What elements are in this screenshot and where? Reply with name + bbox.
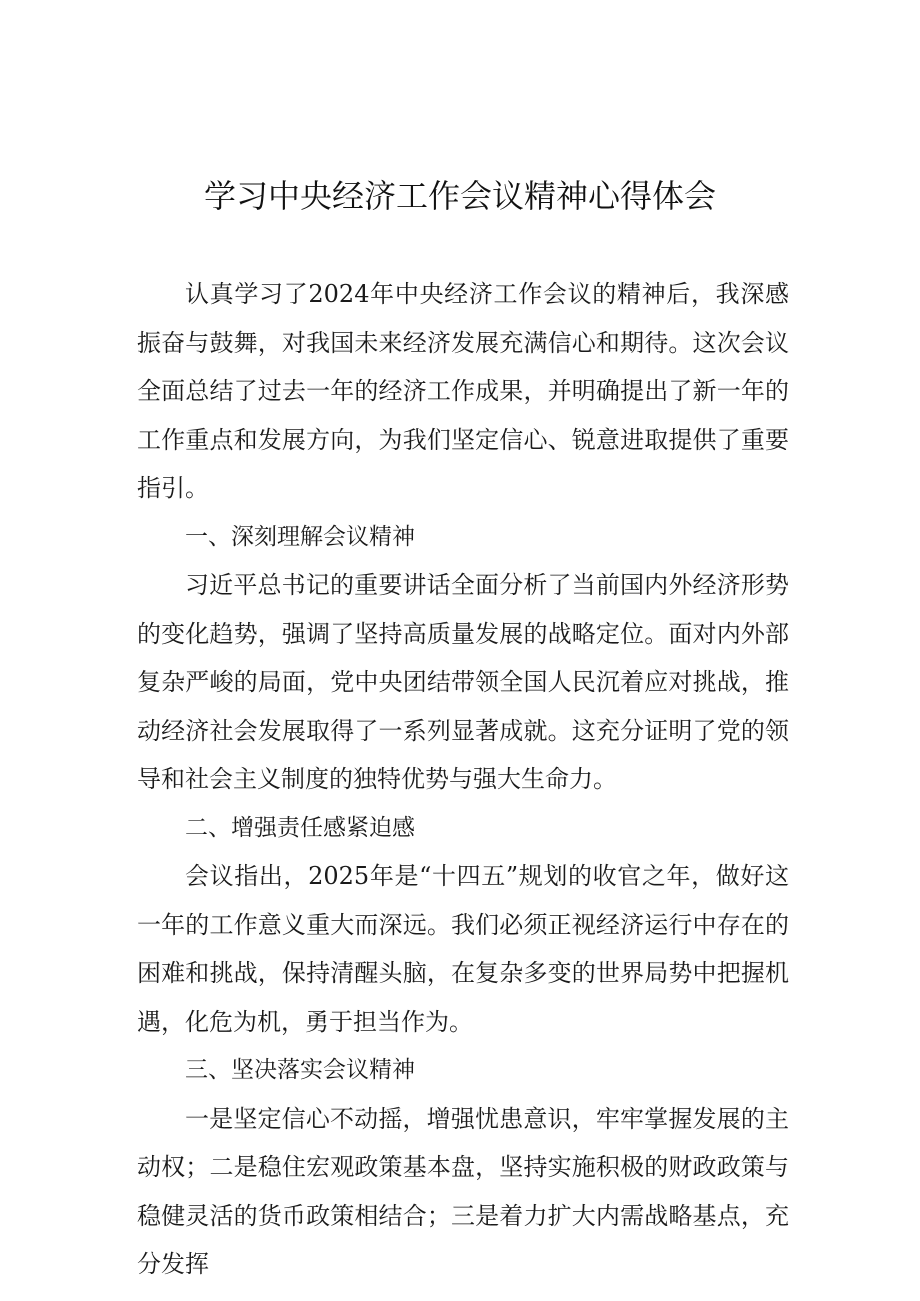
document-title: 学习中央经济工作会议精神心得体会	[203, 177, 716, 215]
intro-paragraph: 认真学习了2024年中央经济工作会议的精神后，我深感振奋与鼓舞，对我国未来经济发展充满信心和期待。这次会议全面总结了过去一年的经济工作成果，并明确提出了新一年的工作重点和发展方向，为我们坚定信心、锐意进取提供了重要指引。	[137, 280, 789, 502]
section-heading-1: 一、深刻理解会议精神	[185, 523, 415, 550]
section-heading-3: 三、坚决落实会议精神	[185, 1057, 415, 1083]
document-body	[137, 270, 789, 1289]
section-2-paragraph: 会议指出，2025年是“十四五”规划的收官之年，做好这一年的工作意义重大而深远。我们必须正视经济运行中存在的困难和挑战，保持清醒头脑，在复杂多变的世界局势中把握机遇，化危为机，勇于担当作为。	[137, 862, 789, 1036]
section-heading-2: 二、增强责任感紧迫感	[185, 814, 415, 841]
section-3-paragraph: 一是坚定信心不动摇，增强忧患意识，牢牢掌握发展的主动权；二是稳住宏观政策基本盘，坚持实施积极的财政政策与稳健灵活的货币政策相结合；三是着力扩大内需战略基点，充分发挥	[137, 1104, 789, 1278]
section-1-paragraph: 习近平总书记的重要讲话全面分析了当前国内外经济形势的变化趋势，强调了坚持高质量发展的战略定位。面对内外部复杂严峻的局面，党中央团结带领全国人民沉着应对挑战，推动经济社会发展取得了一系列显著成就。这充分证明了党的领导和社会主义制度的独特优势与强大生命力。	[137, 571, 789, 793]
